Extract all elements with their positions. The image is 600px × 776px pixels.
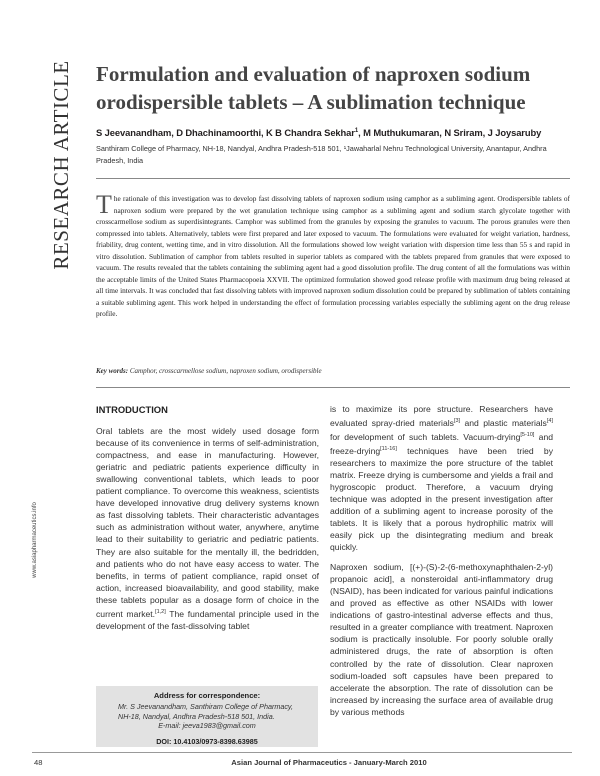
intro-p1-text: Oral tablets are the most widely used dosage form because of its convenience in terms of self-administration, compactness, and ease in manufacturing. However, geriatric and pediatric patients experience difficulty in swallowing conventional tablets, which leads to poor patient compliance. To overcome this weakness, scientists have developed innovative drug delivery systems known as fast dissolving tablets. Their characteristic advantages such as administration without water, anywhere, anytime lead to their suitability to geriatric and pediatric patients. They are also suitable for the mentally ill, the bedridden, and patients who do not have easy access to water. The benefits, in terms of patient compliance, rapid onset of action, increased bioavailability, and good stability, make these tablets popular as a dosage form of choice in the current market. xyxy=(96,426,319,619)
doi: DOI: 10.4103/0973-8398.63985 xyxy=(156,737,258,747)
correspondence-line: Mr. S Jeevanandham, Santhiram College of Pharmacy, xyxy=(118,701,293,711)
intro-r1-c: for development of such tablets. Vacuum-drying xyxy=(330,431,521,442)
intro-r1-text: is to maximize its pore structure. Researchers have evaluated spray-dried materials xyxy=(330,404,553,428)
affiliation: Santhiram College of Pharmacy, NH-18, Nandyal, Andhra Pradesh-518 501, ¹Jawaharlal Nehru Technological University, Anantapur, Andhra Pradesh, India xyxy=(96,144,547,165)
citation: [5-10] xyxy=(520,431,535,438)
authors-rest: , M Muthukumaran, N Sriram, J Joysaruby xyxy=(358,127,542,138)
body-paragraph: Naproxen sodium, [(+)-(S)-2-(6-methoxynaphthalen-2-yl) propanoic acid], a nonsteroidal anti-inflammatory drug (NSAID), has been indicated for various painful indications and proved as effective as other NSAIDs with lower indications of gastro-intestinal adverse effects and thus, resulted in a greater compliance with treatment. Naproxen sodium is practically insoluble. For poorly soluble orally administered drugs, the rate of absorption is often controlled by the rate of dissolution. Clear naproxen sodium-loaded soft capsules have been prepared to accelerate the absorption. The rate of dissolution can be increased by increasing the surface area of available drug by various methods xyxy=(330,562,553,717)
body-column-left xyxy=(96,400,319,640)
abstract-dropcap: T xyxy=(96,190,112,219)
authors-sup: 1 xyxy=(354,127,359,134)
intro-r1-b: and plastic materials xyxy=(460,417,547,428)
intro-p1-tail: The fundamental principle used in the development of the fast-dissolving tablet xyxy=(96,608,319,631)
keywords-label: Key words: xyxy=(96,367,129,375)
page-number: 48 xyxy=(34,758,43,767)
journal-url-label xyxy=(18,410,48,670)
article-title: Formulation and evaluation of naproxen sodium orodispersible tablets – A sublimation technique xyxy=(96,62,531,114)
journal-footer: Asian Journal of Pharmaceutics - January-March 2010 xyxy=(231,758,427,767)
citation: [1,2] xyxy=(155,608,166,615)
keywords xyxy=(96,367,566,375)
citation: [4] xyxy=(546,418,553,425)
author-list xyxy=(96,127,566,138)
journal-url-text: www.asiapharmaceutics.info xyxy=(32,502,38,578)
intro-r1-d: and freeze-drying xyxy=(330,431,553,456)
citation: [11-16] xyxy=(380,445,397,452)
citation: [3] xyxy=(453,418,461,425)
abstract-divider xyxy=(96,387,570,388)
footer-divider xyxy=(32,752,572,753)
keywords-text: Camphor, crosscarmellose sodium, naproxen sodium, orodispersible xyxy=(129,367,322,375)
abstract-text: he rationale of this investigation was to develop fast dissolving tablets of naproxen sodium using camphor as a subliming agent. Orodispersible tablets of naproxen sodium were prepared by the wet granulation technique using camphor as a subliming agent and sodium starch glycolate together with crosscarmellose sodium as superdisintegrants. Camphor was sublimed from the granules by exposing the granules to vacuum. The porous granules were then compressed into tablets. Alternatively, tablets were first prepared and later exposed to vacuum. The formulations were evaluated for weight variation, hardness, friability, drug content, wetting time, and in vitro dissolution. All the formulations showed low weight variation with dispersion time less than 55 s and rapid in vitro dissolution. Sublimation of camphor from tablets resulted in superior tablets as compared with the tablets prepared from granules that were exposed to vacuum. The results revealed that the tablets containing the subliming agent had a good dissolution profile. The drug content of all the formulations was within the acceptable limits of the United States Pharmacopoeia XXVII. The optimized formulation showed good release profile with maximum drug being released at all time intervals. It was concluded that fast dissolving tablets with improved naproxen sodium dissolution could be prepared by sublimation of tablets containing a suitable subliming agent. This work helped in understanding the effect of formulation processing variables especially the subliming agent on the drug release profile. xyxy=(96,194,570,319)
body-column-right xyxy=(330,403,553,726)
article-type-text: RESEARCH ARTICLE xyxy=(49,60,73,270)
abstract xyxy=(96,190,570,320)
section-heading-introduction: INTRODUCTION xyxy=(96,404,168,415)
authors-main: S Jeevanandham, D Dhachinamoorthi, K B Chandra Sekhar xyxy=(96,127,355,138)
article-type-label xyxy=(32,60,80,270)
correspondence-title: Address for correspondence: xyxy=(153,691,261,700)
intro-r1-e: techniques have been tried by researchers to maximize the pore structure of the tablet matrix. Freeze drying is cumbersome and yields a frail and hygroscopic product. Therefore, a vacuum drying technique was adopted in the present investigation after addition of a subliming agent to increase porosity of the tablets. It is likely that a porous hydrophilic matrix will easily pick up the disintegrating medium and break quickly. xyxy=(330,445,553,553)
body-paragraph xyxy=(330,403,553,553)
correspondence-box xyxy=(96,686,318,747)
header-divider xyxy=(96,178,570,179)
correspondence-email: E-mail: jeeva1983@gmail.com xyxy=(158,721,256,731)
body-paragraph xyxy=(96,425,319,632)
correspondence-line: NH-18, Nandyal, Andhra Pradesh-518 501, India. xyxy=(118,711,275,721)
